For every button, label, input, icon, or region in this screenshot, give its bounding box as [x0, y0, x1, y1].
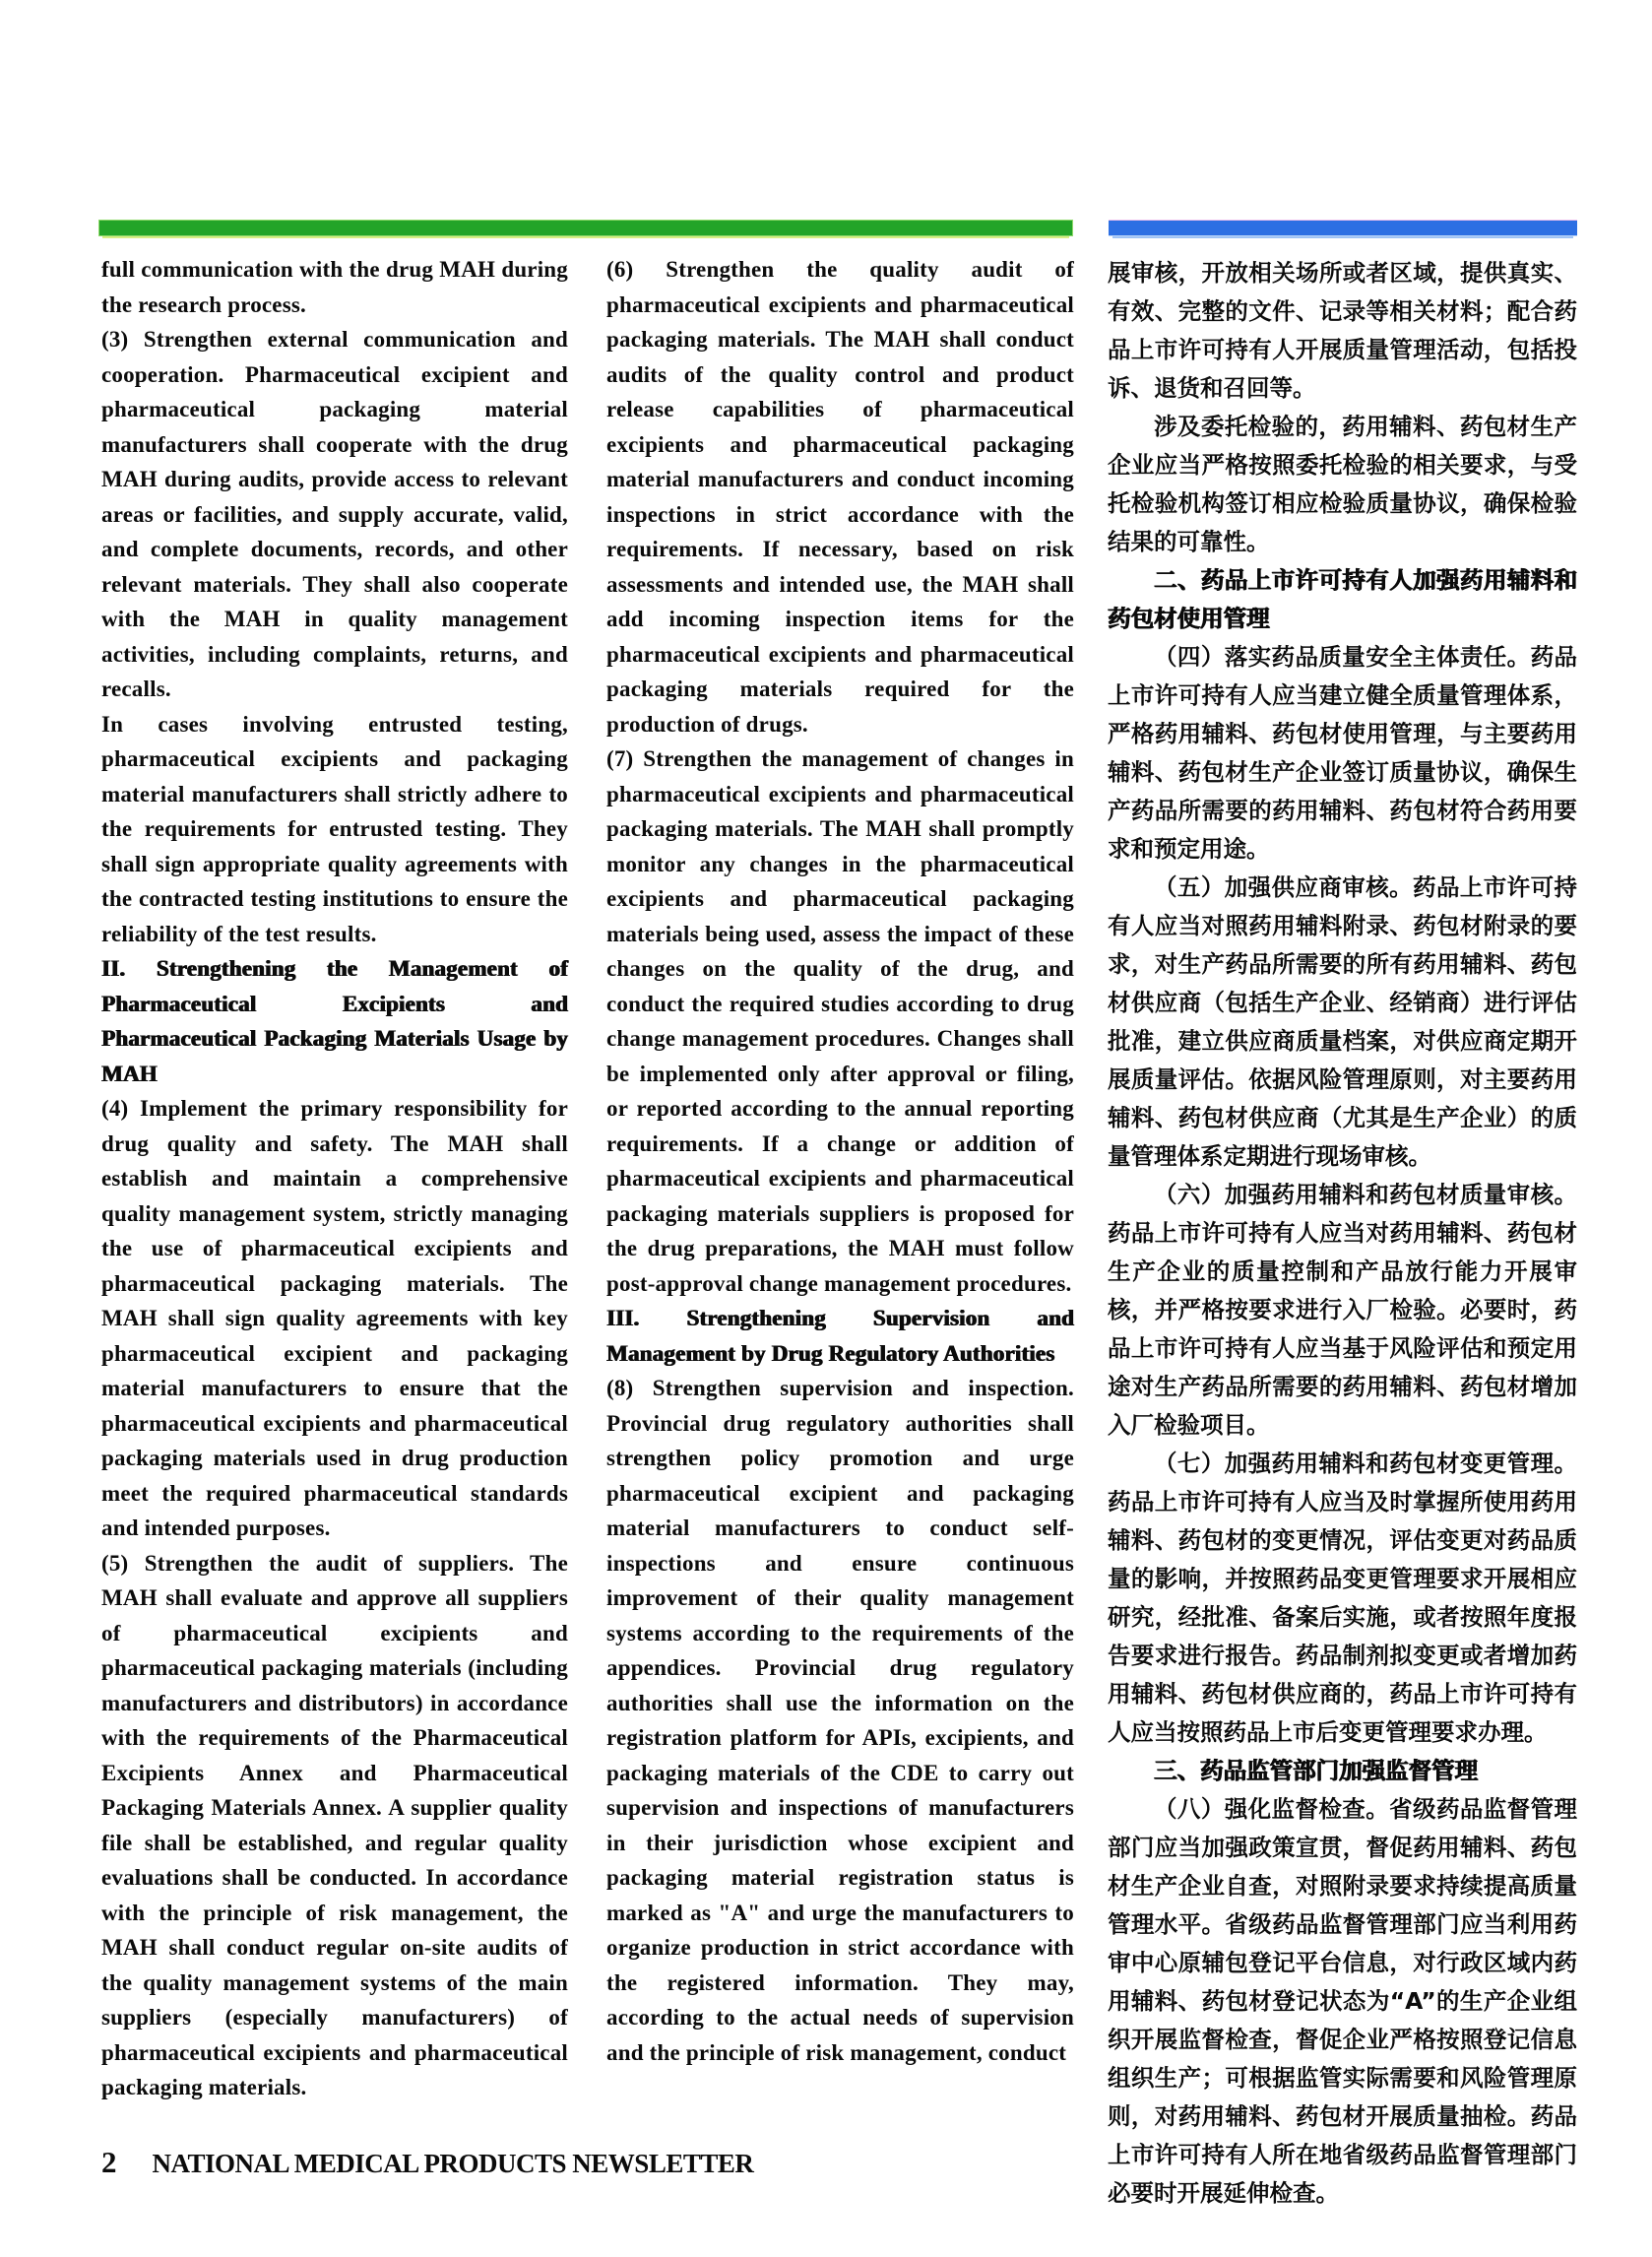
- section-heading: III. Strengthening Supervision and Management by Drug Regulatory Authorities: [606, 1306, 1074, 1366]
- paragraph: 展审核，开放相关场所或者区域，提供真实、有效、完整的文件、记录等相关材料；配合药品上市许可持有人开展质量管理活动，包括投诉、退货和召回等。: [1108, 259, 1577, 402]
- paragraph: (8) Strengthen supervision and inspection. Provincial drug regulatory authorities shall strengthen policy promotion and urge pharmaceutical excipient and packaging material manufacturers to conduct self-inspections and ensure continuous improvement of their quality management systems according to the requirements of the appendices. Provincial drug regulatory authorities shall use the information on the registration platform for APIs, excipients, and packaging materials of the CDE to carry out supervision and inspections of manufacturers in their jurisdiction whose excipient and packaging material registration status is marked as "A" and urge the manufacturers to organize production in strict accordance with the registered information. They may, according to the actual needs of supervision and the principle of risk management, conduct: [606, 1376, 1074, 2065]
- page-number: 2: [101, 2145, 117, 2179]
- paragraph: (4) Implement the primary responsibility for drug quality and safety. The MAH shall establish and maintain a comprehensive quality management system, strictly managing the use of pharmaceutical excipients and pharmaceutical packaging materials. The MAH shall sign quality agreements with key pharmaceutical excipient and packaging material manufacturers to ensure that the pharmaceutical excipients and pharmaceutical packaging materials used in drug production meet the required pharmaceutical standards and intended purposes.: [101, 1096, 568, 1540]
- paragraph: 涉及委托检验的，药用辅料、药包材生产企业应当严格按照委托检验的相关要求，与受托检验机构签订相应检验质量协议，确保检验结果的可靠性。: [1108, 413, 1577, 555]
- page-footer: [101, 2145, 753, 2180]
- paragraph: （八）强化监督检查。省级药品监督管理部门应当加强政策宣贯，督促药用辅料、药包材生产企业自查，对照附录要求持续提高质量管理水平。省级药品监督管理部门应当利用药审中心原辅包登记平台信息，对行政区域内药用辅料、药包材登记状态为“A”的生产企业组织开展监督检查，督促企业严格按照登记信息组织生产；可根据监管实际需要和风险管理原则，对药用辅料、药包材开展质量抽检。药品上市许可持有人所在地省级药品监督管理部门必要时开展延伸检查。: [1108, 1795, 1577, 2207]
- paragraph: (3) Strengthen external communication and cooperation. Pharmaceutical excipient and pharmaceutical packaging material manufacturers shall cooperate with the drug MAH during audits, provide access to relevant areas or facilities, and supply accurate, valid, and complete documents, records, and other relevant materials. They shall also cooperate with the MAH in quality management activities, including complaints, returns, and recalls.: [101, 327, 568, 701]
- column-left-english: [101, 252, 568, 2105]
- newsletter-title: NATIONAL MEDICAL PRODUCTS NEWSLETTER: [152, 2149, 754, 2178]
- blue-divider-rule: [1109, 220, 1577, 236]
- column-middle-english: [606, 252, 1074, 2070]
- paragraph: (6) Strengthen the quality audit of pharmaceutical excipients and pharmaceutical packaging materials. The MAH shall conduct audits of the quality control and product release capabilities of pharmaceutical excipients and pharmaceutical packaging material manufacturers and conduct incoming inspections in strict accordance with the requirements. If necessary, based on risk assessments and intended use, the MAH shall add incoming inspection items for the pharmaceutical excipients and pharmaceutical packaging materials required for the production of drugs.: [606, 257, 1074, 737]
- paragraph: In cases involving entrusted testing, pharmaceutical excipients and packaging material manufacturers shall strictly adhere to the requirements for entrusted testing. They shall sign appropriate quality agreements with the contracted testing institutions to ensure the reliability of the test results.: [101, 711, 568, 946]
- paragraph: (5) Strengthen the audit of suppliers. The MAH shall evaluate and approve all suppliers of pharmaceutical excipients and pharmaceutical packaging materials (including manufacturers and distributors) in accordance with the requirements of the Pharmaceutical Excipients Annex and Pharmaceutical Packaging Materials Annex. A supplier quality file shall be established, and regular quality evaluations shall be conducted. In accordance with the principle of risk management, the MAH shall conduct regular on-site audits of the quality management systems of the main suppliers (especially manufacturers) of pharmaceutical excipients and pharmaceutical packaging materials.: [101, 1550, 568, 2099]
- paragraph: (7) Strengthen the management of changes in pharmaceutical excipients and pharmaceutical packaging materials. The MAH shall promptly monitor any changes in the pharmaceutical excipients and pharmaceutical packaging materials being used, assess the impact of these changes on the quality of the drug, and conduct the required studies according to drug change management procedures. Changes shall be implemented only after approval or filing, or reported according to the annual reporting requirements. If a change or addition of pharmaceutical excipients and pharmaceutical packaging materials suppliers is proposed for the drug preparations, the MAH must follow post-approval change management procedures.: [606, 746, 1074, 1296]
- section-heading: 三、药品监管部门加强监督管理: [1154, 1757, 1478, 1784]
- section-heading: 二、药品上市许可持有人加强药用辅料和药包材使用管理: [1108, 566, 1577, 632]
- paragraph: full communication with the drug MAH during the research process.: [101, 257, 568, 317]
- paragraph: （五）加强供应商审核。药品上市许可持有人应当对照药用辅料附录、药包材附录的要求，对生产药品所需要的所有药用辅料、药包材供应商（包括生产企业、经销商）进行评估批准，建立供应商质量档案，对供应商定期开展质量评估。依据风险管理原则，对主要药用辅料、药包材供应商（尤其是生产企业）的质量管理体系定期进行现场审核。: [1108, 873, 1577, 1170]
- paragraph: （六）加强药用辅料和药包材质量审核。药品上市许可持有人应当对药用辅料、药包材生产企业的质量控制和产品放行能力开展审核，并严格按要求进行入厂检验。必要时，药品上市许可持有人应当基于风险评估和预定用途对生产药品所需要的药用辅料、药包材增加入厂检验项目。: [1108, 1181, 1577, 1439]
- paragraph: （四）落实药品质量安全主体责任。药品上市许可持有人应当建立健全质量管理体系，严格药用辅料、药包材使用管理，与主要药用辅料、药包材生产企业签订质量协议，确保生产药品所需要的药用辅料、药包材符合药用要求和预定用途。: [1108, 643, 1577, 863]
- paragraph: （七）加强药用辅料和药包材变更管理。药品上市许可持有人应当及时掌握所使用药用辅料、药包材的变更情况，评估变更对药品质量的影响，并按照药品变更管理要求开展相应研究，经批准、备案后实施，或者按照年度报告要求进行报告。药品制剂拟变更或者增加药用辅料、药包材供应商的，药品上市许可持有人应当按照药品上市后变更管理要求办理。: [1108, 1450, 1577, 1746]
- section-heading: II. Strengthening the Management of Pharmaceutical Excipients and Pharmaceutical Packaging Materials Usage by MAH: [101, 956, 568, 1086]
- column-right-chinese: [1108, 254, 1577, 2213]
- green-divider-rule: [98, 220, 1073, 236]
